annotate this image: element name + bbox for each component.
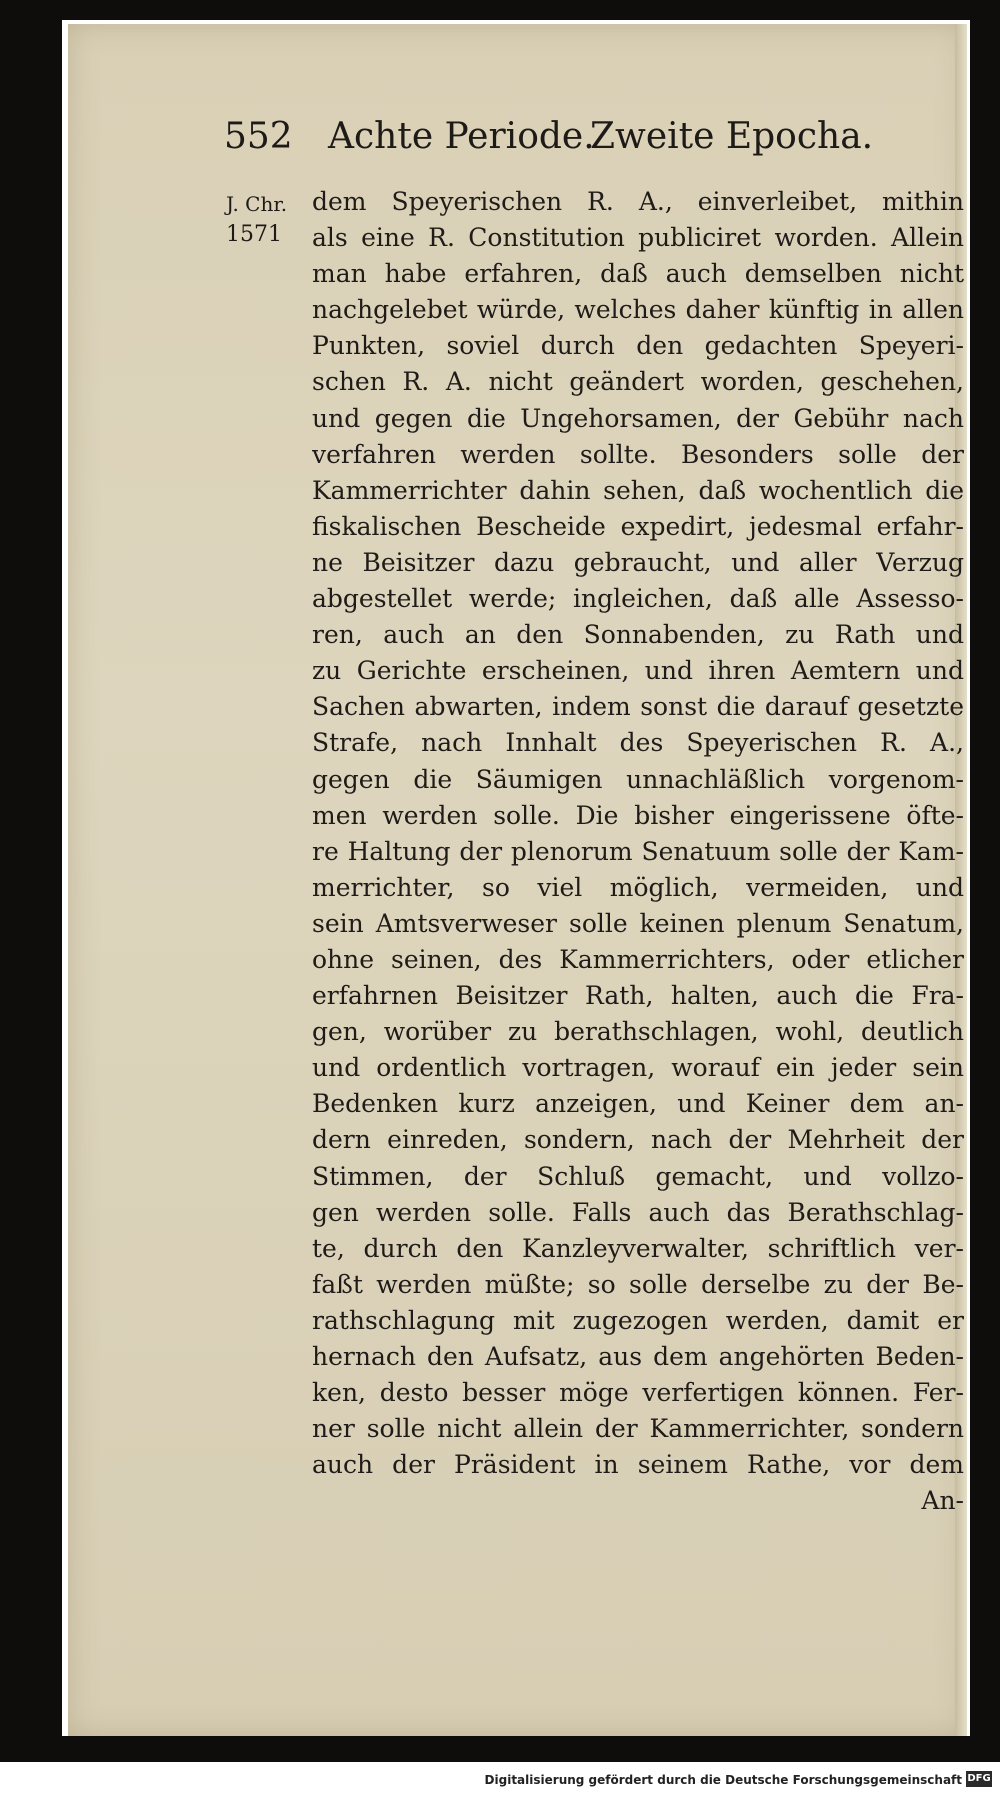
text-line: dem Speyerischen R. A., einverleibet, mithin [312,187,964,216]
text-line: men werden solle. Die bisher eingerissene öfte- [312,800,964,830]
text-line: und ordentlich vortragen, worauf ein jeder sein [312,1053,964,1083]
text-line: ren, auch an den Sonnabenden, zu Rath und [312,620,964,650]
text-line: ohne seinen, des Kammerrichters, oder etlicher [312,944,964,974]
text-line: verfahren werden sollte. Besonders solle der [312,439,964,469]
text-line: dern einreden, sondern, nach der Mehrheit der [312,1125,964,1155]
text-line: Kammerrichter dahin sehen, daß wochentlich die [312,475,964,505]
text-line: erfahrnen Beisitzer Rath, halten, auch die Fra- [312,981,964,1011]
scan-border-left [0,0,62,1762]
text-line: Bedenken kurz anzeigen, und Keiner dem an- [312,1089,964,1119]
text-line: auch der Präsident in seinem Rathe, vor dem [312,1450,964,1480]
text-line: gen werden solle. Falls auch das Berathschlag- [312,1197,964,1227]
text-line: faßt werden müßte; so solle derselbe zu der Be- [312,1269,964,1299]
header-period: Achte Periode. [328,116,595,157]
text-line: rathschlagung mit zugezogen werden, damit er [312,1305,964,1335]
text-line: und gegen die Ungehorsamen, der Gebühr nach [312,403,964,433]
text-line: te, durch den Kanzleyverwalter, schriftlich ver- [312,1233,964,1263]
text-line: sein Amtsverweser solle keinen plenum Senatum, [312,908,964,938]
margin-label: J. Chr. [226,192,288,216]
body-text [312,184,964,1519]
scan-border-right [970,0,1000,1762]
text-line: ken, desto besser möge verfertigen können. Fer- [312,1378,964,1408]
text-line: hernach den Aufsatz, aus dem angehörten Beden- [312,1342,964,1371]
text-line: Punkten, soviel durch den gedachten Speyeri- [312,331,964,361]
text-line: merrichter, so viel möglich, vermeiden, und [312,872,964,902]
text-line: gen, worüber zu berathschlagen, wohl, deutlich [312,1017,964,1047]
header-epoch: Zweite Epocha. [590,116,874,157]
text-line: gegen die Säumigen unnachläßlich vorgenom- [312,764,964,794]
text-line: man habe erfahren, daß auch demselben nicht [312,259,964,289]
text-line: Sachen abwarten, indem sonst die darauf gesetzte [312,692,964,722]
text-line: ne Beisitzer dazu gebraucht, und aller Verzug [312,547,964,577]
text-line: re Haltung der plenorum Senatuum solle der Kam- [312,836,964,866]
scan-border-bottom [0,1736,1000,1762]
text-line: ner solle nicht allein der Kammerrichter, sondern [312,1414,964,1444]
text-line: zu Gerichte erscheinen, und ihren Aemtern und [312,656,964,686]
scan-border-top [0,0,1000,20]
running-header [224,116,874,166]
text-line: als eine R. Constitution publiciret worden. Allein [312,223,964,253]
text-line: Stimmen, der Schluß gemacht, und vollzo- [312,1161,964,1191]
digitization-footer [0,1762,1000,1801]
margin-year: 1571 [226,222,282,247]
page-number: 552 [224,116,293,157]
funding-credit: Digitalisierung gefördert durch die Deutsche Forschungsgemeinschaft [484,1773,962,1787]
text-line: Strafe, nach Innhalt des Speyerischen R. A., [312,728,964,758]
text-line: fiskalischen Bescheide expedirt, jedesmal erfahr- [312,511,964,541]
text-line: nachgelebet würde, welches daher künftig in allen [312,295,964,325]
catchword: An- [921,1486,964,1516]
dfg-logo: DFG [966,1771,992,1787]
text-line: abgestellet werde; ingleichen, daß alle Assesso- [312,584,964,614]
text-line: schen R. A. nicht geändert worden, geschehen, [312,367,964,397]
